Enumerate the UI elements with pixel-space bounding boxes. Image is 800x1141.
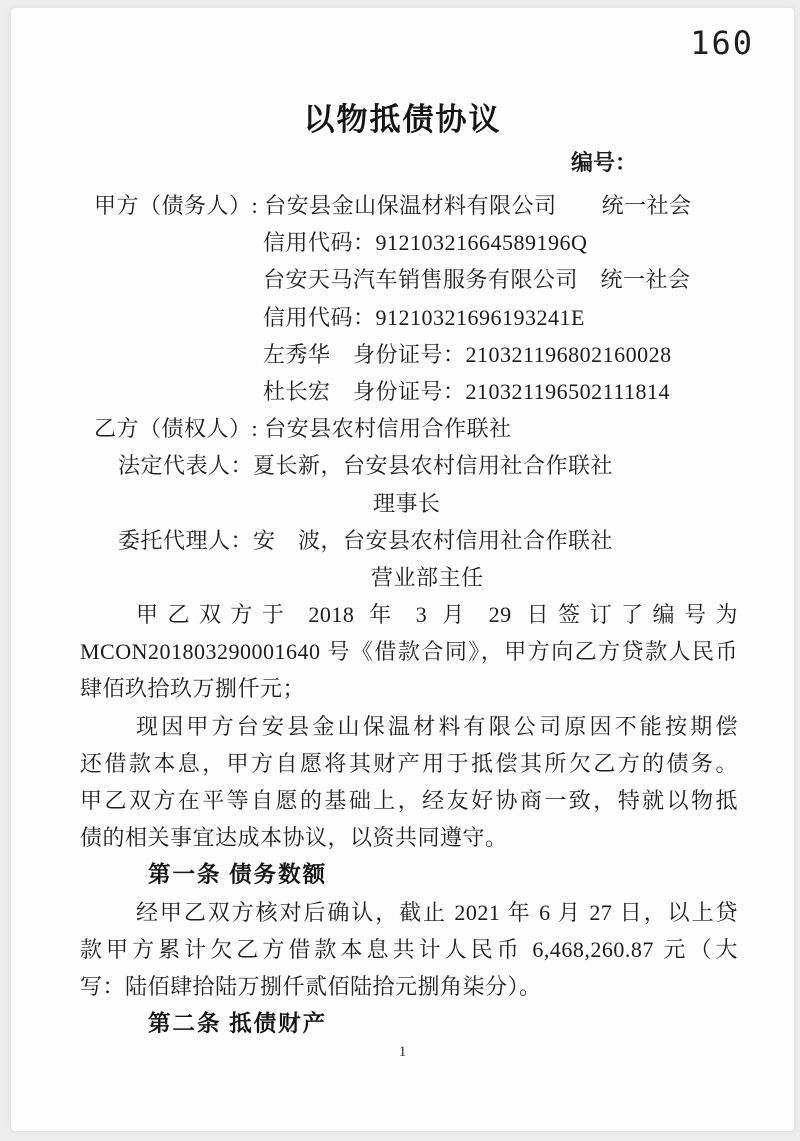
footer-page-number: 1 <box>398 1044 407 1060</box>
line-credit-code-2: 信用代码：91210321696193241E <box>263 304 585 330</box>
line-party-a: 甲方（债务人）: 台安县金山保温材料有限公司 统一社会 <box>94 193 692 218</box>
line-article-1a: 经甲乙双方核对后确认，截止 2021 年 6 月 27 日，以上贷 <box>136 899 738 925</box>
scanned-document-page <box>10 7 795 1132</box>
line-legal-representative: 法定代表人：夏长新，台安县农村信用社合作联社 <box>118 453 614 479</box>
document-title: 以物抵债协议 <box>303 102 502 137</box>
line-recital-2a: 现因甲方台安县金山保温材料有限公司原因不能按期偿 <box>136 713 738 739</box>
line-agent-title: 营业部主任 <box>371 564 484 590</box>
line-recital-2d: 债的相关事宜达成本协议，以资共同遵守。 <box>80 825 508 851</box>
heading-article-1: 第一条 债务数额 <box>148 862 328 888</box>
scan-page-number: 160 <box>690 24 754 62</box>
line-article-1c: 写：陆佰肆拾陆万捌仟贰佰陆拾元捌角柒分）。 <box>80 973 542 999</box>
line-recital-2b: 还借款本息，甲方自愿将其财产用于抵偿其所欠乙方的债务。 <box>80 750 738 776</box>
document-number-label: 编号： <box>571 150 638 175</box>
line-legal-rep-title: 理事长 <box>373 490 441 516</box>
line-recital-1a: 甲乙双方于 2018 年 3 月 29 日签订了编号为 <box>136 602 738 628</box>
line-person-1-id: 左秀华 身份证号：210321196802160028 <box>263 341 672 367</box>
line-party-b: 乙方（债权人）: 台安县农村信用合作联社 <box>94 416 512 442</box>
line-credit-code-1: 信用代码：91210321664589196Q <box>263 230 588 256</box>
line-recital-1b: MCON201803290001640 号《借款合同》，甲方向乙方贷款人民币 <box>80 639 738 665</box>
line-recital-2c: 甲乙双方在平等自愿的基础上，经友好协商一致，特就以物抵 <box>80 788 738 813</box>
line-entrusted-agent: 委托代理人：安 波，台安县农村信用社合作联社 <box>118 527 614 553</box>
line-party-a-company-2: 台安天马汽车销售服务有限公司 统一社会 <box>263 267 691 293</box>
line-recital-1c: 肆佰玖拾玖万捌仟元； <box>80 676 306 702</box>
heading-article-2: 第二条 抵债财产 <box>148 1011 328 1037</box>
line-person-2-id: 杜长宏 身份证号：210321196502111814 <box>263 378 671 404</box>
document-body <box>80 187 738 1042</box>
line-article-1b: 款甲方累计欠乙方借款本息共计人民币 6,468,260.87 元（大 <box>80 936 738 962</box>
